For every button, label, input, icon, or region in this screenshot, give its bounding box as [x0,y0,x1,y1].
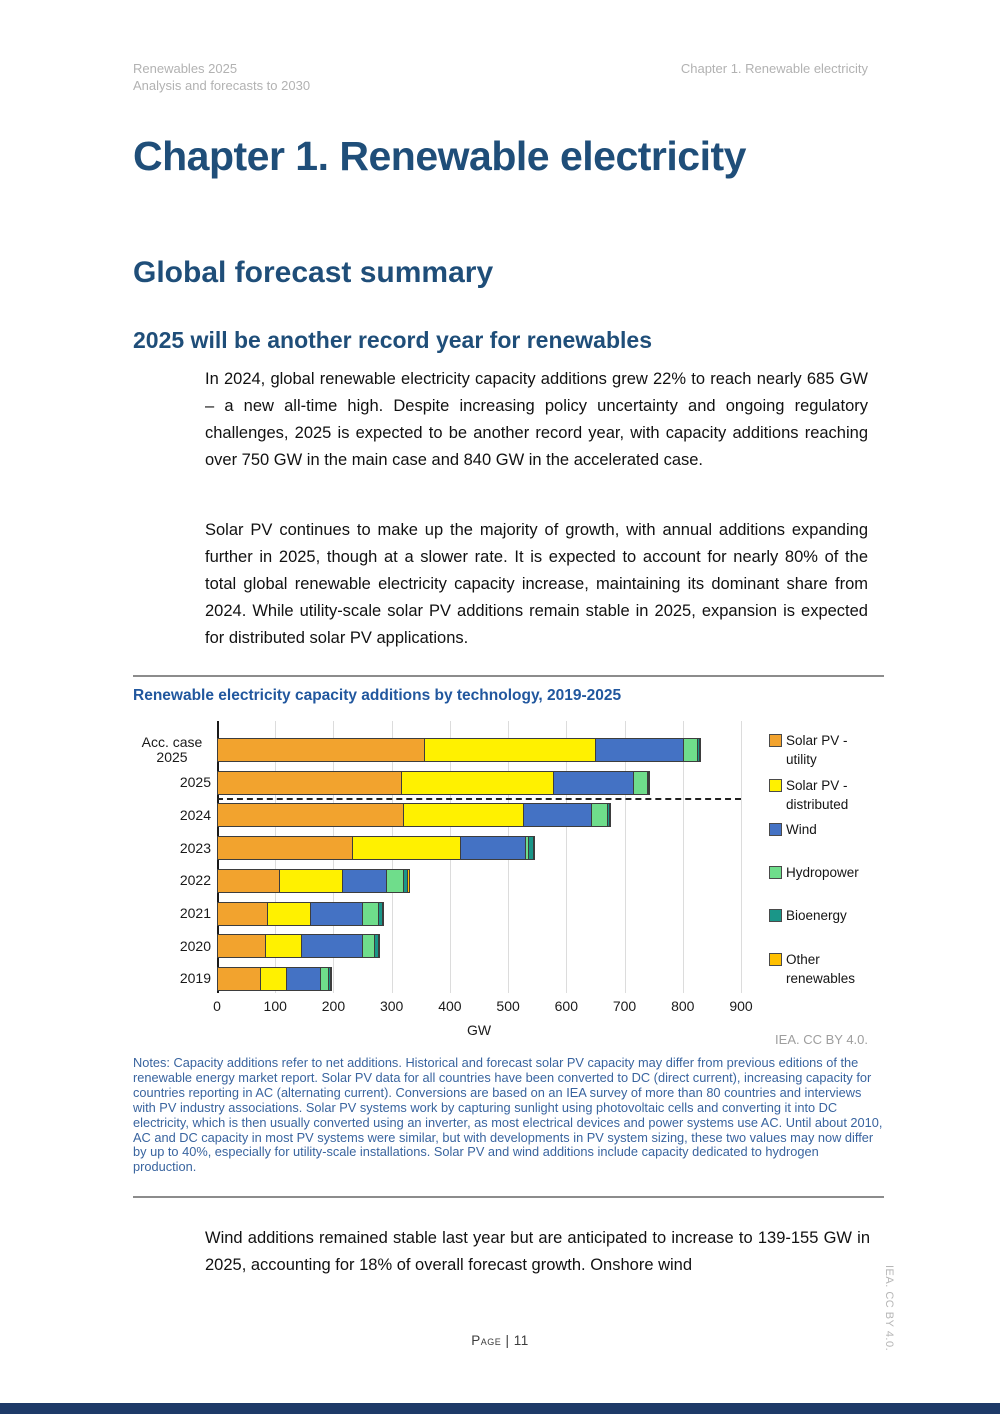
bar-row [217,771,650,795]
paragraph-2: Solar PV continues to make up the majority of growth, with annual additions expanding further in 2025, though at a slower rate. It is expected to account for nearly 80% of the total global renewable electricity capacity increase, maintaining its dominant share from 2024. While utility-scale solar PV additions remain stable in 2025, expansion is expected for distributed solar PV applications. [205,521,868,647]
bar-segment [217,902,268,926]
legend-item [769,863,874,882]
x-tick-label: 100 [263,998,287,1014]
bar-segment [533,836,535,860]
bar-segment [403,803,524,827]
bar-row [217,967,332,991]
bar-segment [648,771,650,795]
paragraph-1: In 2024, global renewable electricity capacity additions grew 22% to reach nearly 685 GW – a new all-time high. Despite increasing policy uncertainty and ongoing regulatory challenges, 2025 is expected to be another record year, with capacity additions reaching over 750 GW in the main case and 840 GW in the accelerated case. [205,370,868,469]
bar-segment [362,902,378,926]
bar-segment [217,836,353,860]
bar-segment [279,869,344,893]
bar-segment [310,902,364,926]
category-label-text: 2022 [179,872,211,889]
category-label [133,902,211,926]
chart-attribution: IEA. CC BY 4.0. [775,1032,868,1047]
side-attribution: IEA. CC BY 4.0. [883,1265,895,1352]
footer-bar [0,1403,1000,1414]
x-tick-label: 300 [379,998,404,1014]
bar-segment [352,836,461,860]
bar-segment [386,869,404,893]
bar-segment [217,771,402,795]
bar-segment [265,934,302,958]
bar-segment [553,771,635,795]
bar-segment [217,803,404,827]
x-tick-label: 800 [671,998,695,1014]
legend-label: Solar PV - distributed [786,778,849,812]
bar-segment [260,967,287,991]
report-subtitle: Analysis and forecasts to 2030 [133,78,311,93]
x-tick-label: 500 [496,998,520,1014]
legend-swatch [769,909,782,922]
x-tick-label: 200 [321,998,346,1014]
figure-notes: Notes: Capacity additions refer to net additions. Historical and forecast solar PV capacity may differ from previous editions of the renewable energy market report. Solar PV data for all countries have been converted to DC (direct current), increasing capacity for countries reporting in AC (alternating current). Conversions are based on an IEA survey of more than 80 countries and interviews with PV industry associations. Solar PV systems work by capturing sunlight using photovoltaic cells and converting it into DC electricity, which is then usually converted using an inverter, as most electrical devices and power systems use AC. Until about 2010, AC and DC capacity in most PV systems were similar, but with developments in PV system sizing, these two values may now differ by up to 40%, especially for utility-scale installations. Solar PV and wind additions include capacity dedicated to hydrogen production. [133,1055,883,1175]
page-number: Page | 11 [471,1333,529,1348]
category-label [133,734,211,765]
bar-segment [407,869,410,893]
bar-segment [595,738,685,762]
legend-item [769,820,874,839]
bar-segment [286,967,321,991]
legend-label: Bioenergy [786,908,847,923]
category-label [133,967,211,991]
bar-segment [523,803,592,827]
bar-segment [424,738,596,762]
category-label-text: 2019 [179,970,211,987]
figure-bottom-rule [133,1196,884,1198]
x-tick-label: 400 [438,998,462,1014]
bar-row [217,934,380,958]
category-label [133,771,211,795]
bar-segment [267,902,311,926]
bar-segment [683,738,698,762]
figure-title: Renewable electricity capacity additions by technology, 2019-2025 [133,687,622,704]
legend-swatch [769,779,782,792]
legend-swatch [769,734,782,747]
report-title: Renewables 2025 [133,61,238,76]
category-label-text: Acc. case 2025 [141,734,203,765]
legend-label: Wind [786,822,817,837]
category-label-text: 2024 [179,806,211,823]
running-header-right: Chapter 1. Renewable electricity [680,61,868,76]
bar-row [217,869,410,893]
bar-segment [217,967,261,991]
bar-segment [217,869,280,893]
bar-segment [382,902,384,926]
chapter-title: Chapter 1. Renewable electricity [133,133,746,179]
legend-swatch [769,823,782,836]
bar-row [217,836,535,860]
bar-segment [699,738,701,762]
bar-segment [460,836,526,860]
legend-item [769,950,874,988]
category-label [133,803,211,827]
bar-segment [217,738,425,762]
x-tick-label: 900 [729,998,753,1014]
legend-item [769,776,874,814]
category-label-text: 2021 [179,905,211,921]
bar-segment [378,934,380,958]
stacked-bar-chart [133,715,893,1037]
category-label [133,869,211,893]
bar-segment [330,967,332,991]
x-tick-label: 700 [612,998,637,1014]
legend-item [769,906,874,925]
bar-segment [342,869,387,893]
section-heading: Global forecast summary [133,256,494,289]
bar-row [217,902,384,926]
running-header-left [133,60,310,94]
legend-label: Other renewables [786,952,856,986]
bar-row [217,738,701,762]
subsection-heading: 2025 will be another record year for renewables [133,327,652,353]
category-label [133,934,211,958]
bar-segment [217,934,266,958]
forecast-separator-line [217,798,741,800]
legend-swatch [769,953,782,966]
legend-swatch [769,866,782,879]
legend-label: Solar PV - utility [786,733,848,767]
x-tick-label: 600 [554,998,578,1014]
legend-item [769,731,874,769]
bar-segment [401,771,554,795]
bar-segment [591,803,608,827]
category-label-text: 2023 [179,839,211,856]
bar-row [217,803,611,827]
legend-label: Hydropower [786,865,859,880]
paragraph-3: Wind additions remained stable last year but are anticipated to increase to 139-155 GW in 2025, accounting for 18% of overall forecast growth. Onshore wind [205,1229,870,1274]
bar-segment [633,771,648,795]
figure-top-rule [133,675,884,677]
x-tick-label: 0 [213,998,221,1014]
chart-gridline [741,721,742,993]
x-axis-title: GW [466,1022,492,1038]
category-label [133,836,211,860]
bar-segment [301,934,363,958]
category-label-text: 2020 [179,937,211,954]
bar-segment [609,803,611,827]
category-label-text: 2025 [179,774,211,791]
